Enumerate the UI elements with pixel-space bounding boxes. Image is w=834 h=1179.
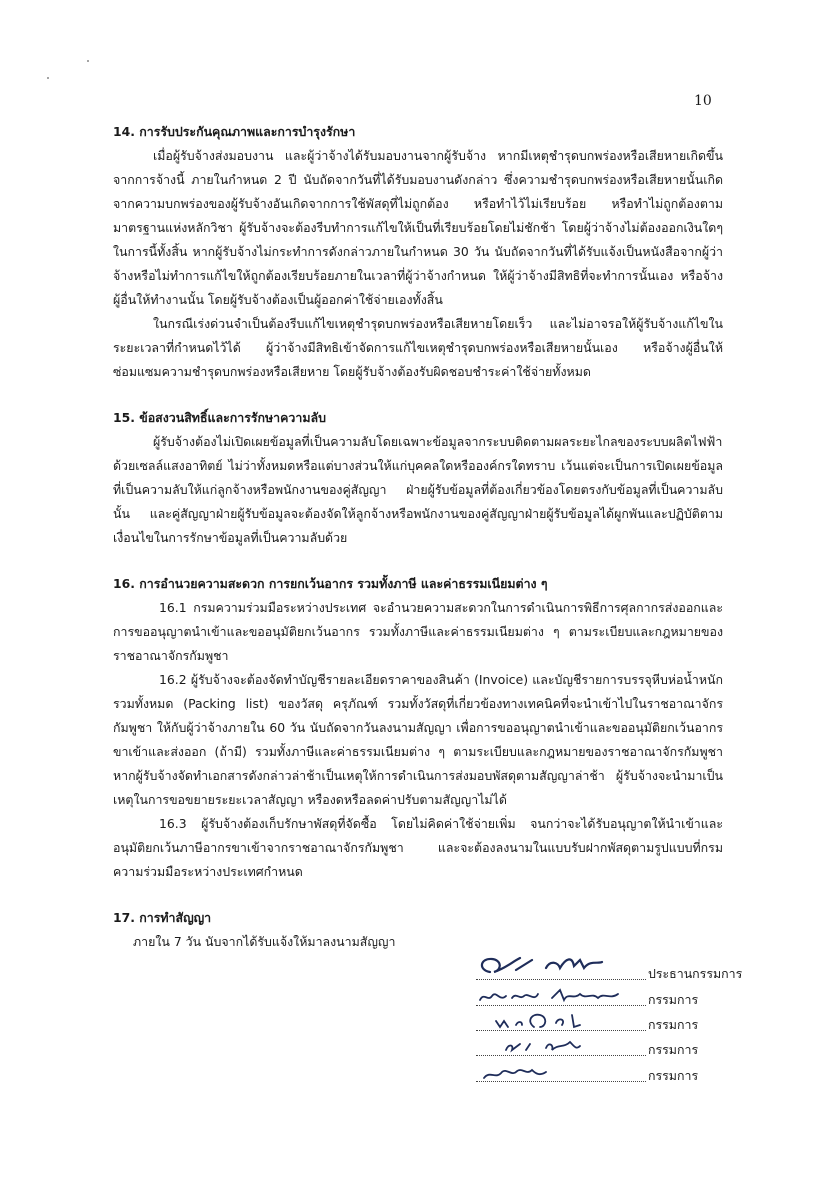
signature-role: กรรมการ (648, 1017, 699, 1032)
signature-role: ประธานกรรมการ (648, 966, 743, 981)
section-16-heading: 16. การอำนวยความสะดวก การยกเว้นอากร รวมทั้งภาษี และค่าธรรมเนียมต่าง ๆ (113, 576, 548, 591)
signature-role: กรรมการ (648, 1042, 699, 1057)
document-body (113, 120, 723, 954)
page-number: 10 (694, 93, 712, 109)
section-16-1: 16.1 กรมความร่วมมือระหว่างประเทศ จะอำนวยความสะดวกในการดำเนินการพิธีการศุลกากรส่งออกและการขออนุญาตนำเข้าและขออนุมัติยกเว้นอากร รวมทั้งภาษีและค่าธรรมเนียมต่าง ๆ ตามระเบียบและกฎหมายของราชอาณาจักรกัมพูชา (113, 600, 723, 663)
section-14-paragraph-2: ในกรณีเร่งด่วนจำเป็นต้องรีบแก้ไขเหตุชำรุดบกพร่องหรือเสียหายโดยเร็ว และไม่อาจรอให้ผู้รับจ้างแก้ไขในระยะเวลาที่กำหนดไว้ได้ ผู้ว่าจ้างมีสิทธิเข้าจัดการแก้ไขเหตุชำรุดบกพร่องหรือเสียหายนั้นเอง หรือจ้างผู้อื่นให้ซ่อมแซมความชำรุดบกพร่องหรือเสียหาย โดยผู้รับจ้างต้องรับผิดชอบชำระค่าใช้จ่ายทั้งหมด (113, 316, 723, 379)
signature-line-chairman (476, 962, 776, 984)
section-17-heading: 17. การทำสัญญา (113, 910, 212, 925)
signature-line-member-1 (476, 988, 776, 1010)
signature-role: กรรมการ (648, 1068, 699, 1083)
signature-line-member-4 (476, 1064, 776, 1086)
signature-role: กรรมการ (648, 992, 699, 1007)
section-15-paragraph-1: ผู้รับจ้างต้องไม่เปิดเผยข้อมูลที่เป็นความลับโดยเฉพาะข้อมูลจากระบบติดตามผลระยะไกลของระบบผลิตไฟฟ้าด้วยเซลล์แสงอาทิตย์ ไม่ว่าทั้งหมดหรือแต่บางส่วนให้แก่บุคคลใดหรือองค์กรใดทราบ เว้นแต่จะเป็นการเปิดเผยข้อมูลที่เป็นความลับให้แก่ลูกจ้างหรือพนักงานของคู่สัญญา ฝ่ายผู้รับข้อมูลที่ต้องเกี่ยวข้องโดยตรงกับข้อมูลที่เป็นความลับนั้น และคู่สัญญาฝ่ายผู้รับข้อมูลจะต้องจัดให้ลูกจ้างหรือพนักงานของคู่สัญญาฝ่ายผู้รับข้อมูลได้ผูกพันและปฏิบัติตามเงื่อนไขในการรักษาข้อมูลที่เป็นความลับด้วย (113, 434, 723, 545)
scan-speck (47, 77, 49, 79)
section-14-heading: 14. การรับประกันคุณภาพและการบำรุงรักษา (113, 124, 356, 139)
scan-speck (87, 60, 89, 62)
section-17-paragraph-1: ภายใน 7 วัน นับจากได้รับแจ้งให้มาลงนามสัญญา (133, 934, 396, 949)
handwritten-signature-icon (476, 950, 646, 982)
section-16-2: 16.2 ผู้รับจ้างจะต้องจัดทำบัญชีรายละเอียดราคาของสินค้า (Invoice) และบัญชีรายการบรรจุหีบห่อน้ำหนักรวมทั้งหมด (Packing list) ของวัสดุ ครุภัณฑ์ รวมทั้งวัสดุที่เกี่ยวข้องทางเทคนิคที่จะนำเข้าไปในราชอาณาจักรกัมพูชา ให้กับผู้ว่าจ้างภายใน 60 วัน นับถัดจากวันลงนามสัญญา เพื่อการขออนุญาตนำเข้าและขออนุมัติยกเว้นอากรขาเข้าและส่งออก (ถ้ามี) รวมทั้งภาษีและค่าธรรมเนียมต่าง ๆ ตามระเบียบและกฎหมายของราชอาณาจักรกัมพูชา หากผู้รับจ้างจัดทำเอกสารดังกล่าวล่าช้าเป็นเหตุให้การดำเนินการส่งมอบพัสดุตามสัญญาล่าช้า ผู้รับจ้างจะนำมาเป็นเหตุในการขอขยายระยะเวลาสัญญา หรืองดหรือลดค่าปรับตามสัญญาไม่ได้ (113, 672, 723, 807)
section-14-paragraph-1: เมื่อผู้รับจ้างส่งมอบงาน และผู้ว่าจ้างได้รับมอบงานจากผู้รับจ้าง หากมีเหตุชำรุดบกพร่องหรือเสียหายเกิดขึ้นจากการจ้างนี้ ภายในกำหนด 2 ปี นับถัดจากวันที่ได้รับมอบงานดังกล่าว ซึ่งความชำรุดบกพร่องหรือเสียหายนั้นเกิดจากความบกพร่องของผู้รับจ้างอันเกิดจากการใช้พัสดุที่ไม่ถูกต้อง หรือทำไว้ไม่เรียบร้อย หรือทำไม่ถูกต้องตามมาตรฐานแห่งหลักวิชา ผู้รับจ้างจะต้องรีบทำการแก้ไขให้เป็นที่เรียบร้อยโดยไม่ชักช้า โดยผู้ว่าจ้างไม่ต้องออกเงินใดๆ ในการนี้ทั้งสิ้น หากผู้รับจ้างไม่กระทำการดังกล่าวภายในกำหนด 30 วัน นับถัดจากวันที่ได้รับแจ้งเป็นหนังสือจากผู้ว่าจ้างหรือไม่ทำการแก้ไขให้ถูกต้องเรียบร้อยภายในเวลาที่ผู้ว่าจ้างกำหนด ให้ผู้ว่าจ้างมีสิทธิที่จะทำการนั้นเอง หรือจ้างผู้อื่นให้ทำงานนั้น โดยผู้รับจ้างต้องเป็นผู้ออกค่าใช้จ่ายเองทั้งสิ้น (113, 148, 723, 307)
signature-line-member-3 (476, 1038, 776, 1060)
section-15-heading: 15. ข้อสงวนสิทธิ์และการรักษาความลับ (113, 410, 326, 425)
signature-line-member-2 (476, 1013, 776, 1035)
section-16-3: 16.3 ผู้รับจ้างต้องเก็บรักษาพัสดุที่จัดซื้อ โดยไม่คิดค่าใช้จ่ายเพิ่ม จนกว่าจะได้รับอนุญาตให้นำเข้าและอนุมัติยกเว้นภาษีอากรขาเข้าจากราชอาณาจักรกัมพูชา และจะต้องลงนามในแบบรับฝากพัสดุตามรูปแบบที่กรมความร่วมมือระหว่างประเทศกำหนด (113, 816, 723, 879)
